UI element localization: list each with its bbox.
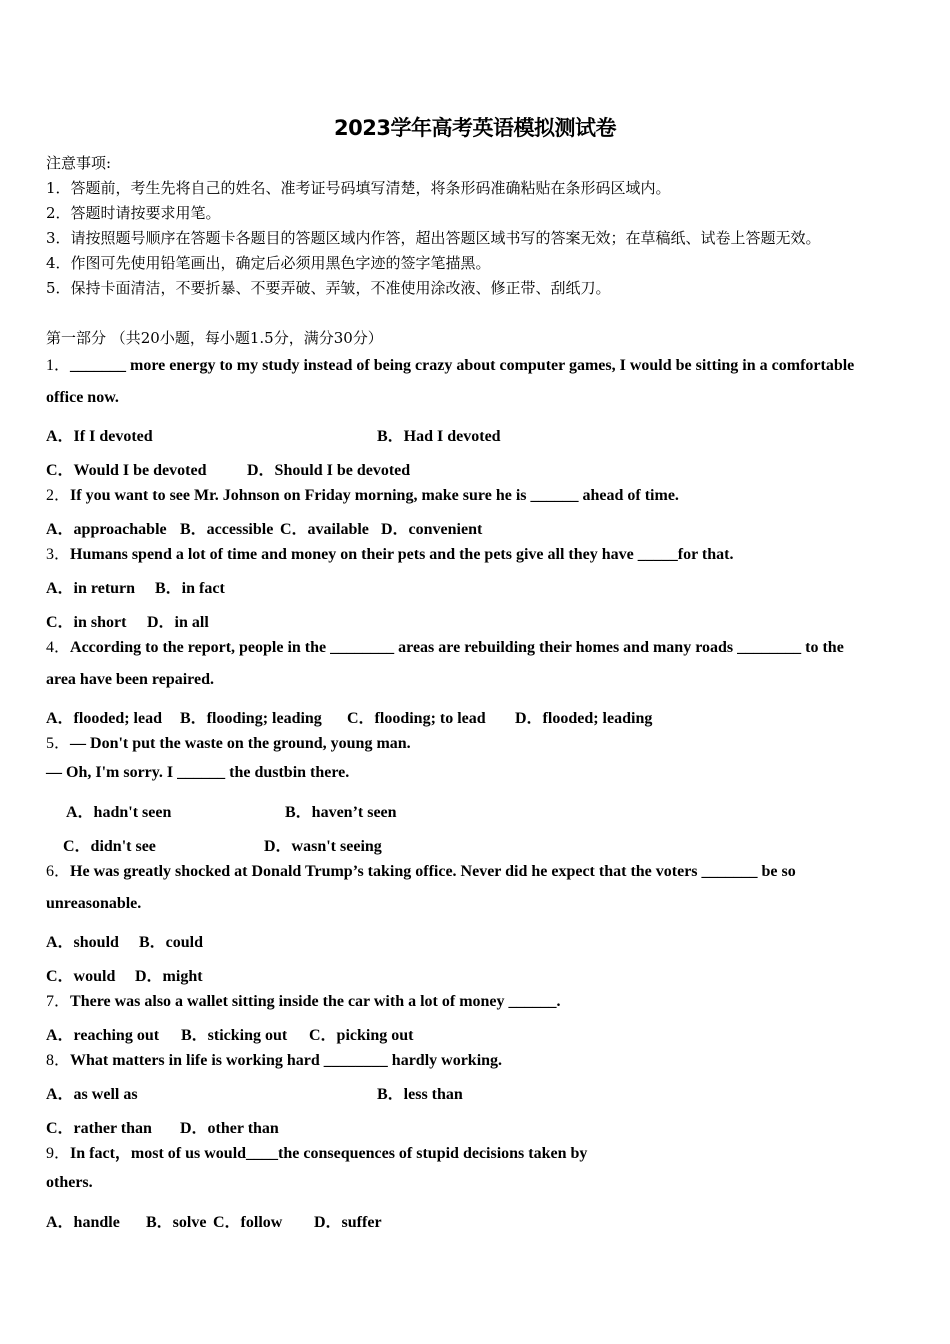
- option-c[interactable]: C．didn't see: [63, 838, 156, 855]
- question-text: If you want to see Mr. Johnson on Friday morning, make sure he is ______ ahead of time.: [70, 487, 679, 504]
- option-b[interactable]: B．sticking out: [181, 1027, 288, 1044]
- question-text: _______ more energy to my study instead of being crazy about computer games, I would be sitting in a comfortable: [70, 357, 855, 374]
- question-number: 7．: [46, 993, 71, 1010]
- option-c[interactable]: C．in short: [46, 614, 127, 631]
- option-b[interactable]: B．less than: [377, 1086, 463, 1103]
- notice-heading: 注意事项:: [46, 154, 112, 172]
- question-number: 8．: [46, 1052, 71, 1069]
- question-text-continued: office now.: [46, 389, 119, 406]
- option-c[interactable]: C．would: [46, 968, 116, 985]
- notice-item: 1．答题前，考生先将自己的姓名、准考证号码填写清楚，将条形码准确粘贴在条形码区域内。: [46, 179, 671, 197]
- question-text: Humans spend a lot of time and money on their pets and the pets give all they have _____for that.: [70, 546, 734, 563]
- option-c[interactable]: C．picking out: [309, 1027, 414, 1044]
- option-c[interactable]: C．rather than: [46, 1120, 152, 1137]
- option-b[interactable]: B．could: [139, 934, 204, 951]
- option-d[interactable]: D．other than: [180, 1120, 279, 1137]
- question-number: 2．: [46, 487, 71, 504]
- question-4: [46, 634, 844, 657]
- question-text: He was greatly shocked at Donald Trump’s taking office. Never did he expect that the voters _______ be so: [70, 863, 796, 880]
- option-d[interactable]: D．in all: [147, 614, 209, 631]
- question-text: What matters in life is working hard ________ hardly working.: [70, 1052, 503, 1069]
- option-a[interactable]: A．hadn't seen: [66, 804, 172, 821]
- question-number: 4．: [46, 639, 71, 656]
- option-a[interactable]: A．flooded; lead: [46, 710, 163, 727]
- question-text-continued: area have been repaired.: [46, 671, 214, 688]
- notice-item: 3．请按照题号顺序在答题卡各题目的答题区域内作答，超出答题区域书写的答案无效；在草稿纸、试卷上答题无效。: [46, 229, 821, 247]
- notice-item: 2．答题时请按要求用笔。: [46, 204, 221, 222]
- option-a[interactable]: A．in return: [46, 580, 136, 597]
- question-number: 1．: [46, 357, 71, 374]
- option-c[interactable]: C．flooding; to lead: [347, 710, 486, 727]
- question-number: 3．: [46, 546, 71, 563]
- option-b[interactable]: B．Had I devoted: [377, 428, 501, 445]
- option-a[interactable]: A．as well as: [46, 1086, 138, 1103]
- option-c[interactable]: C．Would I be devoted: [46, 462, 207, 479]
- question-7: [46, 988, 561, 1011]
- option-d[interactable]: D．convenient: [381, 521, 483, 538]
- question-number: 5．: [46, 735, 71, 752]
- option-d[interactable]: D．flooded; leading: [515, 710, 653, 727]
- question-text: — Don't put the waste on the ground, young man.: [70, 735, 411, 752]
- notice-item: 4．作图可先使用铅笔画出，确定后必须用黑色字迹的签字笔描黑。: [46, 254, 491, 272]
- question-5: [46, 730, 411, 753]
- option-b[interactable]: B．solve: [146, 1214, 207, 1231]
- question-text: According to the report, people in the ________ areas are rebuilding their homes and many roads ________ to the: [70, 639, 844, 656]
- question-number: 9．: [46, 1145, 71, 1162]
- question-8: [46, 1047, 502, 1070]
- question-9: [46, 1140, 587, 1163]
- option-b[interactable]: B．haven’t seen: [285, 804, 397, 821]
- option-d[interactable]: D．might: [135, 968, 203, 985]
- option-a[interactable]: A．should: [46, 934, 119, 951]
- question-text: There was also a wallet sitting inside the car with a lot of money ______.: [70, 993, 561, 1010]
- page-title: 2023学年高考英语模拟测试卷: [334, 116, 616, 140]
- option-a[interactable]: A．handle: [46, 1214, 120, 1231]
- option-b[interactable]: B．accessible: [180, 521, 274, 538]
- option-a[interactable]: A．If I devoted: [46, 428, 153, 445]
- option-d[interactable]: D．wasn't seeing: [264, 838, 382, 855]
- option-b[interactable]: B．in fact: [155, 580, 225, 597]
- option-c[interactable]: C．follow: [213, 1214, 283, 1231]
- option-a[interactable]: A．reaching out: [46, 1027, 160, 1044]
- question-text-continued: others.: [46, 1174, 93, 1191]
- question-6: [46, 858, 796, 881]
- question-3: [46, 541, 733, 564]
- section-heading: 第一部分 （共20小题，每小题1.5分，满分30分）: [46, 329, 383, 347]
- option-c[interactable]: C．available: [280, 521, 369, 538]
- question-2: [46, 482, 679, 505]
- option-d[interactable]: D．Should I be devoted: [247, 462, 411, 479]
- notice-item: 5．保持卡面清洁，不要折暴、不要弄破、弄皱，不准使用涂改液、修正带、刮纸刀。: [46, 279, 611, 297]
- option-d[interactable]: D．suffer: [314, 1214, 382, 1231]
- option-a[interactable]: A．approachable: [46, 521, 167, 538]
- question-number: 6．: [46, 863, 71, 880]
- question-text: In fact，most of us would____the consequences of stupid decisions taken by: [70, 1145, 588, 1162]
- option-b[interactable]: B．flooding; leading: [180, 710, 322, 727]
- question-text-continued: — Oh, I'm sorry. I ______ the dustbin there.: [46, 764, 350, 781]
- question-text-continued: unreasonable.: [46, 895, 142, 912]
- question-1: [46, 352, 854, 375]
